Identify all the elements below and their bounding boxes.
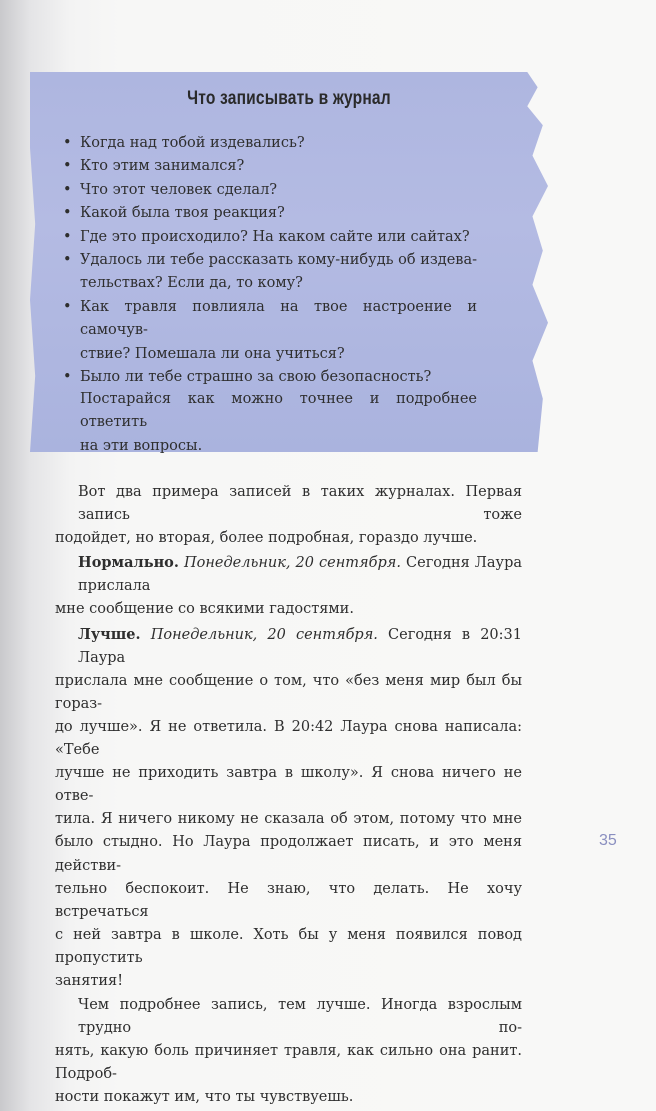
bullet-icon: •: [63, 135, 72, 151]
checklist-item: [63, 179, 477, 202]
journal-checklist: [63, 132, 477, 389]
paragraph-example-normal: Нормально. Понедельник, 20 сентября. Сегодня Лаура прислала мне сообщение со всякими гадостями.: [55, 554, 523, 618]
text-line: тельно беспокоит. Не знаю, что делать. Не хочу встречаться: [55, 880, 522, 920]
main-text: [55, 481, 522, 1111]
paragraph-example-better: Лучше. Понедельник, 20 сентября. Сегодня в 20:31 Лаура прислала мне сообщение о том, что «без меня мир был бы гораз- до лучше». Я не ответила. В 20:42 Лаура снова написала: «Тебе лучше не приходить завтра в школу». Я снова ничего не отве- тила. Я ничего никому не сказала об этом, потому что мне было стыдно. Но Лаура продолжает писать, и это меня действи- тельно беспокоит. Не знаю, что делать. Не хочу встречаться с ней завтра в школе. Хоть бы у меня появился повод пропустить занятия!: [55, 623, 522, 994]
text-line: лучше не приходить завтра в школу». Я снова ничего не отве-: [55, 765, 522, 805]
text-line: Удалось ли тебе рассказать кому-нибудь об издева-: [80, 252, 477, 269]
bullet-icon: •: [63, 298, 72, 315]
sidebar-box-note: [80, 388, 477, 458]
sidebar-box-title: Что записывать в журнал: [187, 88, 391, 109]
text-line: тельствах? Если да, то кому?: [80, 275, 303, 292]
text-line: Где это происходило? На каком сайте или сайтах?: [80, 228, 470, 245]
text-line: с ней завтра в школе. Хоть бы у меня появился повод пропустить: [55, 926, 522, 966]
bullet-icon: •: [63, 252, 72, 269]
checklist-item: [63, 226, 477, 249]
text-line: было стыдно. Но Лаура продолжает писать, и это меня действи-: [55, 834, 522, 874]
text-line: Кто этим занимался?: [80, 158, 245, 175]
text-line: Как травля повлияла на твое настроение и самочув-: [80, 298, 477, 339]
text-line: подойдет, но вторая, более подробная, гораздо лучше.: [55, 530, 478, 547]
text-line: Вот два примера записей в таких журналах. Первая запись тоже: [78, 484, 522, 524]
paragraph-conclusion: [55, 994, 522, 1109]
text-line: прислала мне сообщение о том, что «без меня мир был бы гораз-: [55, 672, 522, 712]
text-line: ствие? Помешала ли она учиться?: [80, 345, 345, 362]
checklist-item: [63, 249, 477, 296]
checklist-item: [63, 132, 477, 155]
text-line: ности покажут им, что ты чувствуешь.: [55, 1089, 354, 1106]
text-line: на эти вопросы.: [80, 437, 203, 454]
text-line: Было ли тебе страшно за свою безопасность?: [80, 369, 432, 386]
text-line: занятия!: [55, 972, 124, 989]
text-line: Что этот человек сделал?: [80, 181, 278, 198]
text-line: Какой была твоя реакция?: [80, 205, 285, 222]
paragraph-intro: [55, 481, 522, 550]
checklist-item: [63, 155, 477, 178]
label-normal: Нормально.: [78, 554, 179, 572]
text-line: нять, какую боль причиняет травля, как сильно она ранит. Подроб-: [55, 1043, 522, 1083]
bullet-icon: •: [63, 369, 72, 386]
text-line: Чем подробнее запись, тем лучше. Иногда взрослым трудно по-: [78, 997, 522, 1037]
date-better: Понедельник, 20 сентября.: [150, 626, 378, 643]
checklist-item: [63, 296, 477, 366]
text-line: до лучше». Я не ответила. В 20:42 Лаура снова написала: «Тебе: [55, 718, 522, 759]
bullet-icon: •: [63, 158, 72, 175]
bullet-icon: •: [63, 205, 72, 222]
checklist-item: [63, 366, 477, 389]
bullet-icon: •: [63, 181, 72, 198]
bullet-icon: •: [63, 228, 72, 245]
text-line: Постарайся как можно точнее и подробнее ответить: [80, 391, 477, 431]
text-line: Когда над тобой издевались?: [80, 135, 305, 151]
page-number: 35: [599, 832, 617, 849]
date-normal: Понедельник, 20 сентября.: [183, 555, 401, 572]
text-line: тила. Я ничего никому не сказала об этом, потому что мне: [55, 811, 522, 828]
label-better: Лучше.: [78, 625, 141, 643]
checklist-item: [63, 202, 477, 225]
